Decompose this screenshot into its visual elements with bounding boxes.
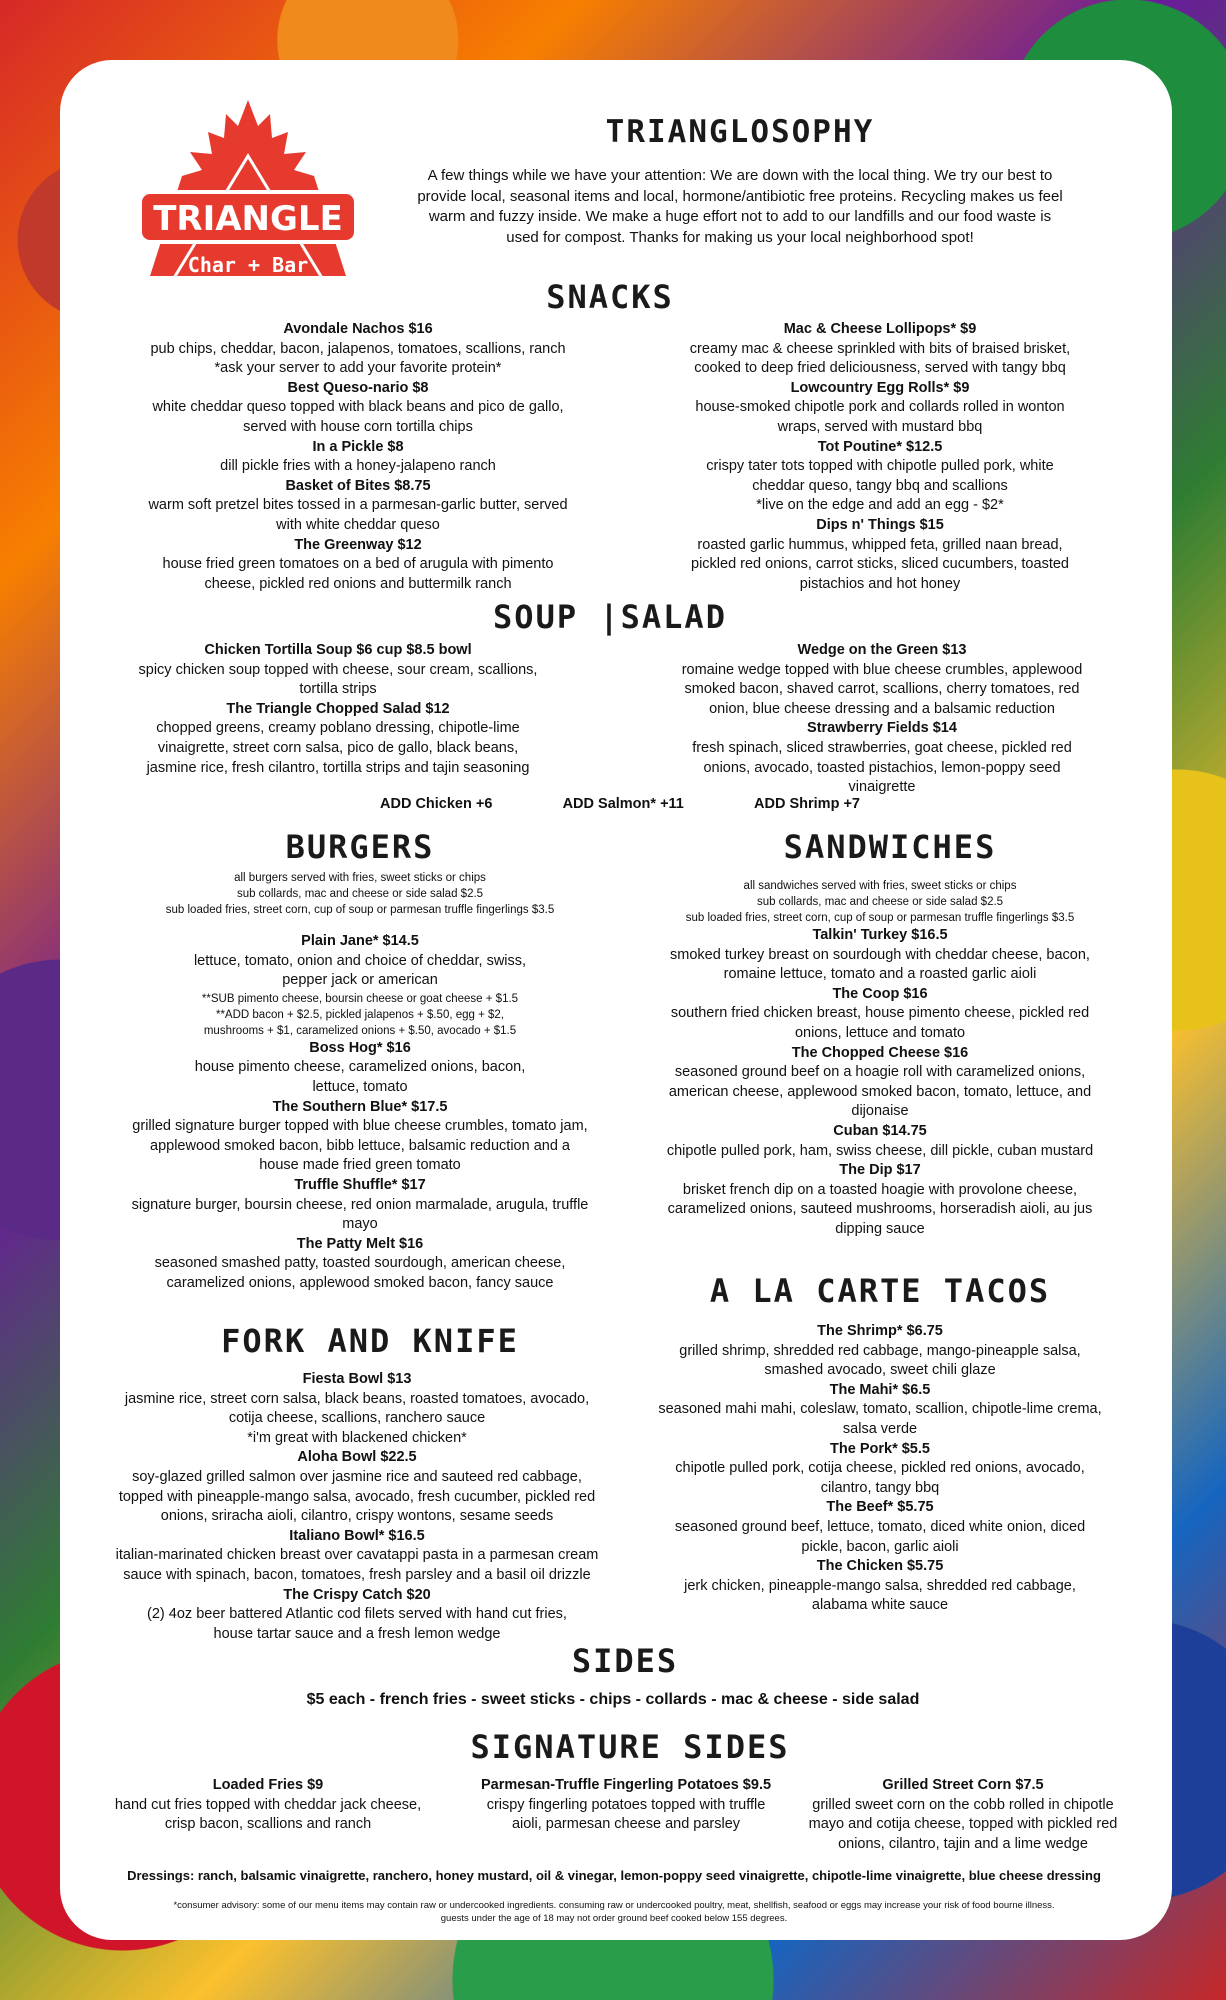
snacks-title: SNACKS: [546, 278, 674, 316]
brand-name: TRIANGLE: [153, 199, 343, 239]
intro-text: A few things while we have your attention: We are down with the local thing. We try our best to provide local, seasonal items and local, hormone/antibiotic free proteins. Recycling makes us feel warm and fuzzy inside. We make a huge effort not to add to our landfills and our food waste is used for compost. Thanks for making us your local neighborhood spot!: [417, 167, 1063, 246]
soup-salad-title: SOUP |SALAD: [493, 598, 727, 636]
signature-side-item: Parmesan-Truffle Fingerling Potatoes $9.5 crispy fingerling potatoes topped with truffle aioli, parmesan cheese and parsley: [480, 1777, 772, 1833]
menu-item: Aloha Bowl $22.5 soy-glazed grilled salmon over jasmine rice and sauteed red cabbage, topped with pineapple-mango salsa, avocado, fresh cucumber, pickled red onions, sriracha aioli, cilantro, crispy wontons, sesame seeds: [118, 1449, 596, 1525]
menu-item: Fiesta Bowl $13 jasmine rice, street corn salsa, black beans, roasted tomatoes, avocado, cotija cheese, scallions, ranchero sauce *i'm great with blackened chicken*: [124, 1371, 590, 1446]
menu-item: Dips n' Things $15 roasted garlic hummus, whipped feta, grilled naan bread, pickled red onions, carrot sticks, sliced cucumbers, toasted pistachios and hot honey: [691, 516, 1069, 592]
sides-line: $5 each - french fries - sweet sticks - chips - collards - mac & cheese - side salad: [306, 1691, 920, 1708]
menu-item: Best Queso-nario $8 white cheddar queso topped with black beans and pico de gallo, served with house corn tortilla chips: [152, 379, 564, 435]
menu-item: Cuban $14.75 chipotle pulled pork, ham, swiss cheese, dill pickle, cuban mustard: [666, 1122, 1094, 1159]
menu-item: Avondale Nachos $16 pub chips, cheddar, bacon, jalapenos, tomatoes, scallions, ranch *ask your server to add your favorite protein*: [150, 321, 566, 377]
menu-item: The Chicken $5.75 jerk chicken, pineapple-mango salsa, shredded red cabbage, alabama white sauce: [684, 1558, 1076, 1614]
add-proteins: [380, 796, 860, 812]
add-shrimp: ADD Shrimp +7: [754, 796, 860, 812]
brand-subtitle: Char + Bar: [187, 253, 309, 277]
fork-knife-title: FORK AND KNIFE: [221, 1322, 519, 1360]
menu-item: The Patty Melt $16 seasoned smashed patty, toasted sourdough, american cheese, caramelized onions, applewood smoked bacon, fancy sauce: [154, 1235, 566, 1291]
menu-item: The Beef* $5.75 seasoned ground beef, lettuce, tomato, diced white onion, diced pickle, bacon, garlic aioli: [674, 1499, 1086, 1555]
menu-item: The Mahi* $6.5 seasoned mahi mahi, coleslaw, tomato, scallion, chipotle-lime crema, salsa verde: [658, 1381, 1102, 1437]
flame-shape: [150, 100, 346, 276]
menu-item: The Chopped Cheese $16 seasoned ground beef on a hoagie roll with caramelized onions, american cheese, applewood smoked bacon, tomato, lettuce, and dijonaise: [668, 1044, 1092, 1120]
menu-item: Strawberry Fields $14 fresh spinach, sliced strawberries, goat cheese, pickled red onions, avocado, toasted pistachios, lemon-poppy seed vinaigrette: [692, 720, 1072, 796]
tacos-title: A LA CARTE TACOS: [709, 1272, 1051, 1310]
menu-item: Talkin' Turkey $16.5 smoked turkey breast on sourdough with cheddar cheese, bacon, romaine lettuce, tomato and a roasted garlic aioli: [670, 927, 1090, 983]
menu-item: Wedge on the Green $13 romaine wedge topped with blue cheese crumbles, applewood smoked bacon, shaved carrot, scallions, cherry tomatoes, red onion, blue cheese dressing and a balsamic reduction: [681, 642, 1083, 717]
add-chicken: ADD Chicken +6: [380, 796, 493, 812]
sandwiches-col: all sandwiches served with fries, sweet sticks or chips sub collards, mac and cheese or side salad $2.5 sub loaded fries, street corn, cup of soup or parmesan truffle fingerlings $3.5 Talkin' Turkey $16.5 smoked turkey breast on sourdough with cheddar cheese, bacon, romaine lettuce, tomato and a roasted garlic aioli The Coop $16 southern fried chicken breast, house pimento cheese, pickled red onions, lettuce and tomato The Chopped Cheese $16 seasoned ground beef on a hoagie roll with caramelized onions, american cheese, applewood smoked bacon, tomato, lettuce, and dijonaise Cuban $14.75 chipotle pulled pork, ham, swiss cheese, dill pickle, cuban mustard The Dip $17 brisket french dip on a toasted hoagie with provolone cheese, caramelized onions, sauteed mushrooms, horseradish aioli, au jus dipping sauce: [658, 878, 1102, 1240]
snacks-right: [680, 320, 1080, 594]
triangolosophy-title: TRIANGLOSOPHY: [605, 114, 875, 150]
burgers-title: BURGERS: [285, 828, 435, 866]
tacos-col: [652, 1322, 1108, 1616]
menu-item: Tot Poutine* $12.5 crispy tater tots topped with chipotle pulled pork, white cheddar queso, tangy bbq and scallions *live on the edge and add an egg - $2*: [706, 438, 1054, 514]
menu-item: In a Pickle $8 dill pickle fries with a honey-jalapeno ranch: [220, 438, 496, 475]
menu-item: The Dip $17 brisket french dip on a toasted hoagie with provolone cheese, caramelized onions, sauteed mushrooms, horseradish aioli, au jus dipping sauce: [667, 1162, 1093, 1237]
menu-item: Mac & Cheese Lollipops* $9 creamy mac & cheese sprinkled with bits of braised brisket, cooked to deep fried deliciousness, served with tangy bbq: [689, 321, 1071, 377]
sides-title: SIDES: [571, 1642, 679, 1680]
burgers-col: all burgers served with fries, sweet sticks or chips sub collards, mac and cheese or side salad $2.5 sub loaded fries, street corn, cup of soup or parmesan truffle fingerlings $3.5 Plain Jane* $14.5 lettuce, tomato, onion and choice of cheddar, swiss, pepper jack or american **SUB pimento cheese, boursin cheese or goat cheese + $1.5 **ADD bacon + $2.5, pickled jalapenos + $.50, egg + $2, mushrooms + $1, caramelized onions + $.50, avocado + $1.5 Boss Hog* $16 house pimento cheese, caramelized onions, bacon, lettuce, tomato The Southern Blue* $17.5 grilled signature burger topped with blue cheese crumbles, tomato jam, applewood smoked bacon, bibb lettuce, balsamic reduction and a house made fried green tomato Truffle Shuffle* $17 signature burger, boursin cheese, red onion marmalade, arugula, truffle mayo The Patty Melt $16 seasoned smashed patty, toasted sourdough, american cheese, caramelized onions, applewood smoked bacon, fancy sauce: [130, 870, 590, 1294]
add-salmon: ADD Salmon* +11: [562, 796, 684, 812]
fork-knife-col: [110, 1370, 604, 1644]
dressings-line: Dressings: ranch, balsamic vinaigrette, ranchero, honey mustard, oil & vinegar, lemon-poppy seed vinaigrette, chipotle-lime vinaigrette, blue cheese dressing: [127, 1868, 1101, 1883]
signature-side-item: Grilled Street Corn $7.5 grilled sweet corn on the cobb rolled in chipotle mayo and cotija cheese, topped with pickled red onions, cilantro, tajin and a lime wedge: [808, 1777, 1118, 1852]
menu-item: Chicken Tortilla Soup $6 cup $8.5 bowl spicy chicken soup topped with cheese, sour cream, scallions, tortilla strips: [138, 642, 538, 698]
menu-item: The Greenway $12 house fried green tomatoes on a bed of arugula with pimento cheese, pickled red onions and buttermilk ranch: [162, 536, 554, 592]
menu-item: Lowcountry Egg Rolls* $9 house-smoked chipotle pork and collards rolled in wonton wraps, served with mustard bbq: [695, 379, 1065, 435]
menu-item: The Pork* $5.5 chipotle pulled pork, cotija cheese, pickled red onions, avocado, cilantro, tangy bbq: [675, 1440, 1085, 1496]
soup-left: [138, 641, 538, 778]
triangle-logo: [136, 96, 360, 292]
menu-item: The Southern Blue* $17.5 grilled signature burger topped with blue cheese crumbles, tomato jam, applewood smoked bacon, bibb lettuce, balsamic reduction and a house made fried green tomato: [132, 1098, 588, 1174]
signature-side-item: Loaded Fries $9 hand cut fries topped with cheddar jack cheese, crisp bacon, scallions and ranch: [114, 1777, 422, 1833]
sandwiches-title: SANDWICHES: [783, 828, 997, 866]
menu-item: Basket of Bites $8.75 warm soft pretzel bites tossed in a parmesan-garlic butter, served with white cheddar queso: [148, 477, 568, 533]
menu-item: Plain Jane* $14.5 lettuce, tomato, onion and choice of cheddar, swiss, pepper jack or american **SUB pimento cheese, boursin cheese or goat cheese + $1.5 **ADD bacon + $2.5, pickled jalapenos + $.50, egg + $2, mushrooms + $1, caramelized onions + $.50, avocado + $1.5: [193, 933, 527, 1037]
menu-item: Italiano Bowl* $16.5 italian-marinated chicken breast over cavatappi pasta in a parmesan cream sauce with spinach, bacon, tomatoes, fresh parsley and a basil oil drizzle: [115, 1527, 599, 1583]
menu-item: Boss Hog* $16 house pimento cheese, caramelized onions, bacon, lettuce, tomato: [194, 1039, 526, 1095]
menu-item: The Crispy Catch $20 (2) 4oz beer battered Atlantic cod filets served with hand cut fries, house tartar sauce and a fresh lemon wedge: [147, 1586, 567, 1642]
menu-item: Truffle Shuffle* $17 signature burger, boursin cheese, red onion marmalade, arugula, truffle mayo: [131, 1176, 589, 1233]
salad-right: [674, 641, 1090, 798]
menu-item: The Triangle Chopped Salad $12 chopped greens, creamy poblano dressing, chipotle-lime vinaigrette, street corn salsa, pico de gallo, black beans, jasmine rice, fresh cilantro, tortilla strips and tajin seasoning: [146, 700, 530, 776]
snacks-left: [138, 320, 578, 594]
menu-item: The Coop $16 southern fried chicken breast, house pimento cheese, pickled red onions, lettuce and tomato: [670, 985, 1090, 1041]
signature-sides-title: SIGNATURE SIDES: [470, 1728, 790, 1766]
menu-item: The Shrimp* $6.75 grilled shrimp, shredded red cabbage, mango-pineapple salsa, smashed avocado, sweet chili glaze: [679, 1323, 1081, 1379]
consumer-advisory: *consumer advisory: some of our menu items may contain raw or undercooked ingredients. consuming raw or undercooked poultry, meat, shellfish, seafood or eggs may increase your risk of food bourne illness. guests under the age of 18 may not order ground beef cooked below 155 degrees.: [173, 1900, 1055, 1924]
